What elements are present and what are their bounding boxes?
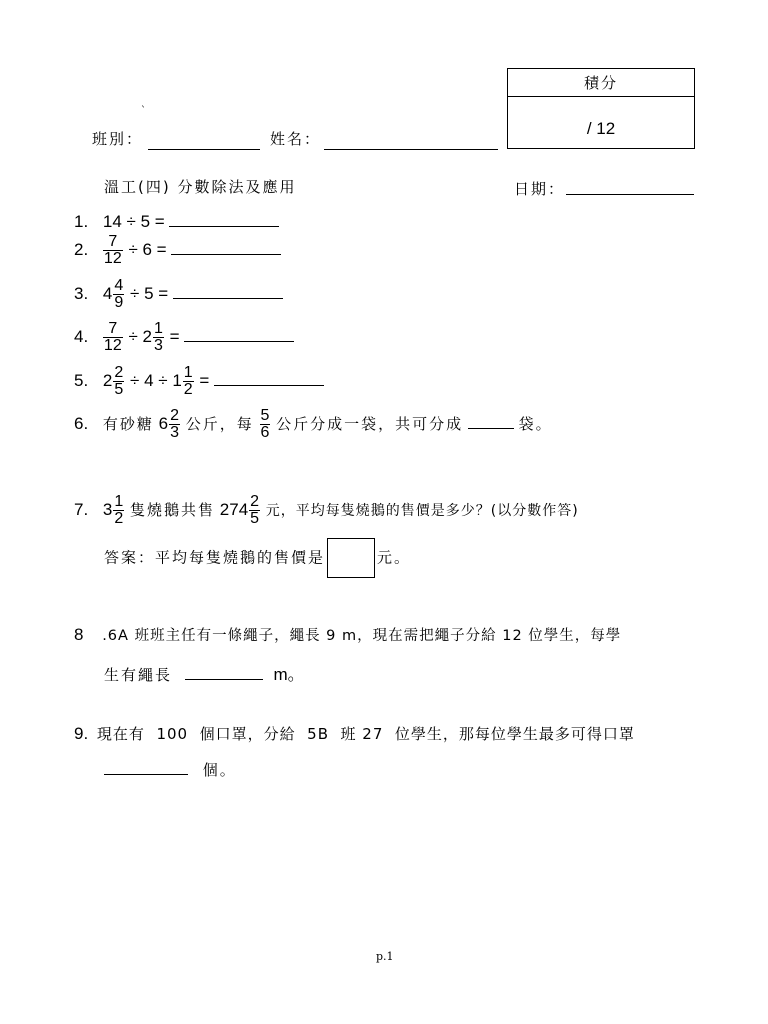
question-3 [74, 278, 283, 311]
question-8-line-2 [104, 660, 305, 685]
answer-field[interactable] [214, 369, 324, 386]
score-value: / 12 [586, 119, 616, 138]
numerator: 7 [108, 320, 118, 337]
numerator: 1 [114, 493, 124, 510]
answer-box[interactable] [327, 538, 375, 578]
question-9-line-2 [104, 758, 237, 780]
fraction [113, 494, 124, 527]
dot-mark: ` [141, 106, 146, 117]
fraction [113, 365, 124, 398]
question-text: 生有繩長 [104, 666, 173, 684]
equals: = [199, 370, 210, 390]
question-text: 隻燒鵝共售 [130, 500, 216, 519]
whole-number: 274 [219, 499, 249, 519]
answer-unit: 元。 [377, 548, 412, 567]
whole-number: 2 [102, 370, 113, 390]
denominator: 5 [114, 381, 124, 398]
question-number: 6. [74, 413, 89, 433]
question-number: 2. [74, 239, 89, 259]
answer-label: 答案：平均每隻燒鵝的售價是 [104, 548, 326, 567]
unit: 個。 [202, 761, 237, 779]
denominator: 2 [114, 510, 124, 527]
name-label: 姓名： [270, 130, 322, 148]
denominator: 12 [103, 250, 122, 267]
expression: 14 ÷ 5 = [102, 212, 165, 231]
whole-number: 3 [102, 499, 113, 519]
question-7 [74, 494, 579, 527]
date-label: 日期： [514, 180, 566, 198]
question-5 [74, 365, 324, 398]
numerator: 2 [170, 407, 180, 424]
denominator: 3 [170, 424, 180, 441]
numerator: 5 [260, 407, 270, 424]
answer-field[interactable] [171, 238, 281, 255]
expression: ÷ 6 = [128, 239, 167, 259]
denominator: 9 [114, 294, 124, 311]
denominator: 12 [103, 337, 122, 354]
page-number: p.1 [376, 950, 394, 963]
fraction [103, 321, 123, 354]
denominator: 3 [153, 337, 163, 354]
whole-number: 4 [102, 283, 113, 303]
question-4 [74, 321, 294, 354]
numerator: 2 [250, 493, 260, 510]
question-number: 1. [74, 212, 89, 231]
name-field[interactable] [324, 133, 498, 150]
class-field[interactable] [148, 133, 260, 150]
question-2 [74, 234, 281, 267]
question-text: .6A 班班主任有一條繩子，繩長 9 m，現在需把繩子分給 12 位學生，每學 [102, 628, 622, 644]
fraction [249, 494, 260, 527]
score-box [507, 68, 695, 149]
fraction [260, 408, 271, 441]
fraction [183, 365, 194, 398]
fraction [153, 321, 164, 354]
question-text: 有砂糖 [102, 414, 154, 433]
denominator: 5 [250, 510, 260, 527]
question-1 [74, 210, 279, 232]
question-number: 5. [74, 370, 89, 390]
operator: ÷ 4 ÷ 1 [130, 370, 182, 390]
question-number: 3. [74, 283, 89, 303]
question-7-answer [104, 538, 411, 578]
fraction [113, 278, 124, 311]
question-9 [74, 723, 635, 744]
unit: m。 [273, 665, 305, 684]
date-field[interactable] [566, 178, 694, 195]
numerator: 2 [114, 364, 124, 381]
question-number: 7. [74, 499, 89, 519]
score-title: 積分 [508, 69, 694, 97]
question-number: 8 [74, 625, 84, 644]
answer-field[interactable] [185, 663, 263, 680]
fraction [169, 408, 180, 441]
answer-field[interactable] [173, 282, 283, 299]
expression: ÷ 5 = [130, 283, 169, 303]
numerator: 4 [114, 277, 124, 294]
question-text: 元，平均每隻燒鵝的售價是多少？(以分數作答) [265, 502, 579, 519]
denominator: 2 [183, 381, 193, 398]
worksheet-title: 溫工(四) 分數除法及應用 [104, 178, 297, 196]
answer-field[interactable] [468, 412, 514, 429]
answer-field[interactable] [169, 210, 279, 227]
class-label: 班別： [92, 130, 144, 148]
whole-number: 6 [158, 413, 169, 433]
answer-field[interactable] [184, 325, 294, 342]
numerator: 1 [183, 364, 193, 381]
question-text: 公斤分成一袋，共可分成 [276, 414, 464, 433]
numerator: 7 [108, 233, 118, 250]
question-6 [74, 408, 553, 441]
question-number: 4. [74, 326, 89, 346]
equals: = [169, 326, 180, 346]
denominator: 6 [260, 424, 270, 441]
answer-field[interactable] [104, 758, 188, 775]
fraction [103, 234, 123, 267]
operator: ÷ 2 [128, 326, 152, 346]
question-number: 9. [74, 724, 89, 743]
numerator: 1 [153, 320, 163, 337]
question-text: 公斤，每 [185, 414, 254, 433]
question-text: 現在有 100 個口罩，分給 5B 班 27 位學生，那每位學生最多可得口罩 [96, 725, 635, 743]
question-8 [74, 624, 621, 645]
question-text: 袋。 [518, 414, 553, 433]
